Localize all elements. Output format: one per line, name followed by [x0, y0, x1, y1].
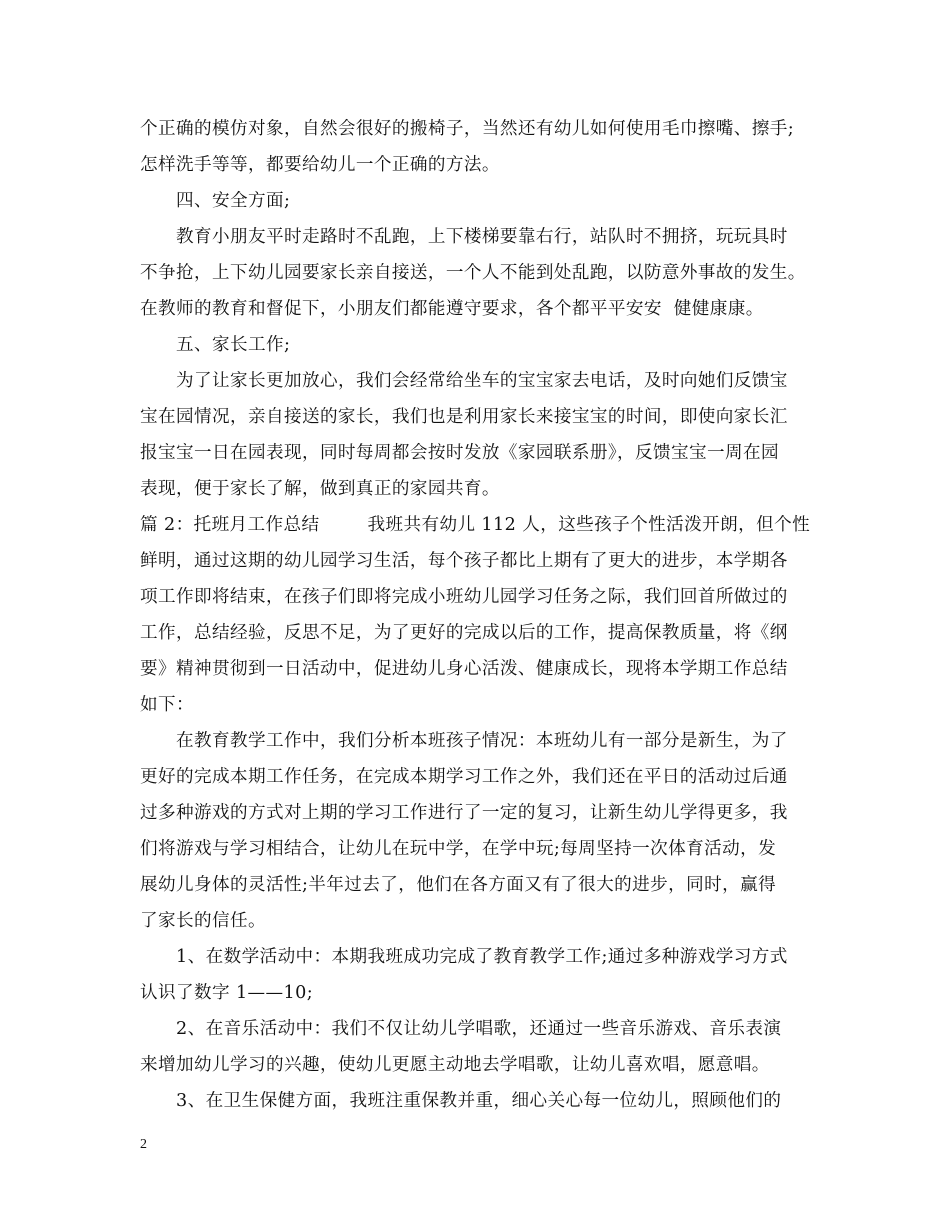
- section-heading: 五、家长工作;: [176, 335, 291, 355]
- text-line: 认识了数字 1——10;: [140, 983, 314, 1003]
- text-line: 为了让家长更加放心，我们会经常给坐车的宝宝家去电话，及时向她们反馈宝: [176, 371, 788, 391]
- section-heading: 四、安全方面;: [176, 191, 291, 211]
- article-heading-line: 篇 2：托班月工作总结 我班共有幼儿 112 人，这些孩子个性活泼开朗，但个性: [140, 515, 811, 535]
- list-item: 2、在音乐活动中：我们不仅让幼儿学唱歌，还通过一些音乐游戏、音乐表演: [176, 1019, 782, 1039]
- text-line: 来增加幼儿学习的兴趣，使幼儿更愿主动地去学唱歌，让幼儿喜欢唱，愿意唱。: [140, 1055, 770, 1075]
- text-line: 如下：: [140, 695, 194, 715]
- text-line: 工作，总结经验，反思不足，为了更好的完成以后的工作，提高保教质量，将《纲: [140, 623, 788, 643]
- text-line: 报宝宝一日在园表现，同时每周都会按时发放《家园联系册》，反馈宝宝一周在园: [140, 443, 779, 463]
- text-line: 更好的完成本期工作任务，在完成本期学习工作之外，我们还在平日的活动过后通: [140, 767, 788, 787]
- text-line: 宝在园情况，亲自接送的家长，我们也是利用家长来接宝宝的时间，即使向家长汇: [140, 407, 788, 427]
- text-line: 项工作即将结束，在孩子们即将完成小班幼儿园学习任务之际，我们回首所做过的: [140, 587, 788, 607]
- text-line: 在教育教学工作中，我们分析本班孩子情况：本班幼儿有一部分是新生，为了: [176, 731, 788, 751]
- text-line: 教育小朋友平时走路时不乱跑，上下楼梯要靠右行，站队时不拥挤，玩玩具时: [176, 227, 788, 247]
- page-number: 2: [140, 1137, 147, 1152]
- text-line: 了家长的信任。: [140, 911, 266, 931]
- text-line: 鲜明，通过这期的幼儿园学习生活，每个孩子都比上期有了更大的进步，本学期各: [140, 551, 788, 571]
- text-line: 不争抢，上下幼儿园要家长亲自接送，一个人不能到处乱跑，以防意外事故的发生。: [140, 263, 806, 283]
- text-line: 过多种游戏的方式对上期的学习工作进行了一定的复习，让新生幼儿学得更多，我: [140, 803, 788, 823]
- text-line: 表现，便于家长了解，做到真正的家园共育。: [140, 479, 500, 499]
- text-line: 怎样洗手等等，都要给幼儿一个正确的方法。: [140, 155, 500, 175]
- list-item: 3、在卫生保健方面，我班注重保教并重，细心关心每一位幼儿，照顾他们的: [176, 1091, 782, 1111]
- text-line: 在教师的教育和督促下，小朋友们都能遵守要求，各个都平平安安 健健康康。: [140, 299, 764, 319]
- text-line: 展幼儿身体的灵活性;半年过去了，他们在各方面又有了很大的进步，同时，赢得: [140, 875, 777, 895]
- text-line: 个正确的模仿对象，自然会很好的搬椅子，当然还有幼儿如何使用毛巾擦嘴、擦手;: [140, 119, 795, 139]
- list-item: 1、在数学活动中：本期我班成功完成了教育教学工作;通过多种游戏学习方式: [176, 947, 788, 967]
- text-line: 要》精神贯彻到一日活动中，促进幼儿身心活泼、健康成长，现将本学期工作总结: [140, 659, 788, 679]
- text-line: 们将游戏与学习相结合，让幼儿在玩中学，在学中玩;每周坚持一次体育活动，发: [140, 839, 777, 859]
